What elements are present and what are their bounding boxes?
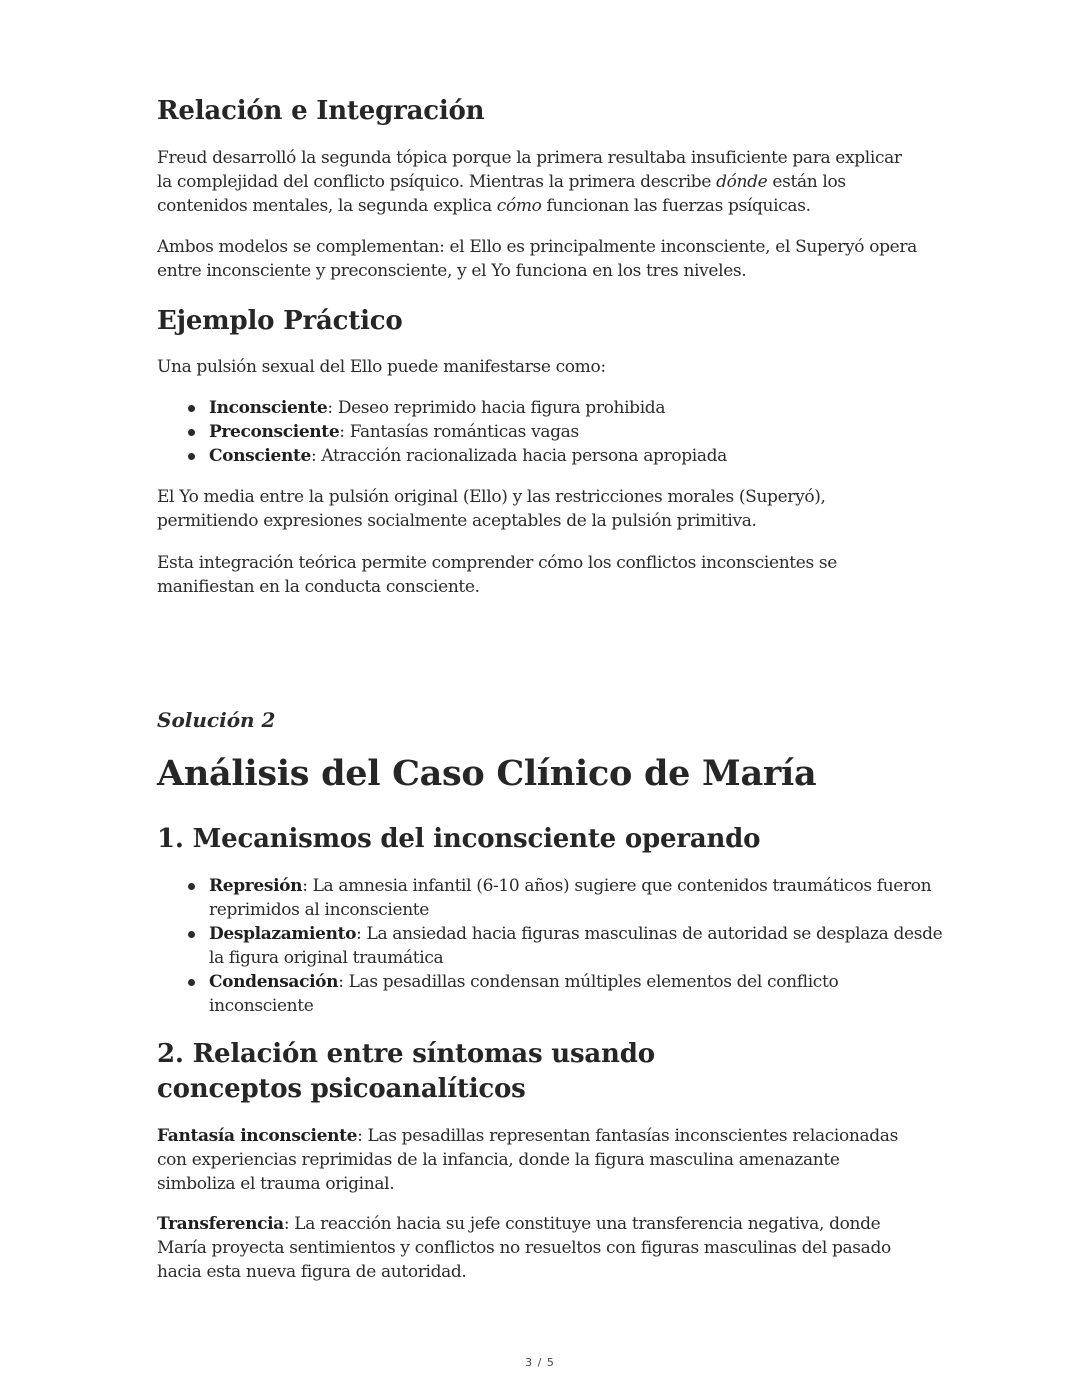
- list-item: Preconsciente: Fantasías románticas vagas: [209, 420, 927, 444]
- section-title-relacion: Relación e Integración: [157, 96, 485, 126]
- section-title-ejemplo: Ejemplo Práctico: [157, 306, 403, 336]
- paragraph-ejemplo-intro: Una pulsión sexual del Ello puede manifestarse como:: [157, 357, 606, 377]
- paragraph-ejemplo-2: Esta integración teórica permite comprender cómo los conflictos inconscientes se manifiestan en la conducta consciente.: [157, 553, 837, 597]
- paragraph-transferencia: Transferencia: La reacción hacia su jefe constituye una transferencia negativa, donde María proyecta sentimientos y conflictos no resueltos con figuras masculinas del pasado hacia esta nueva figura de autoridad.: [157, 1214, 891, 1282]
- paragraph-relacion-2: Ambos modelos se complementan: el Ello es principalmente inconsciente, el Superyó opera entre inconsciente y preconsciente, y el Yo funciona en los tres niveles.: [157, 237, 917, 281]
- paragraph-ejemplo-1: El Yo media entre la pulsión original (Ello) y las restricciones morales (Superyó), permitiendo expresiones socialmente aceptables de la pulsión primitiva.: [157, 487, 826, 531]
- page-number: 3 / 5: [525, 1356, 555, 1369]
- section-title-mecanismos: 1. Mecanismos del inconsciente operando: [157, 824, 761, 854]
- list-item: Desplazamiento: La ansiedad hacia figuras masculinas de autoridad se desplaza desde la figura original traumática: [209, 924, 943, 968]
- list-item: Inconsciente: Deseo reprimido hacia figura prohibida: [209, 396, 927, 420]
- list-item: Consciente: Atracción racionalizada hacia persona apropiada: [209, 444, 927, 468]
- paragraph-fantasia: Fantasía inconsciente: Las pesadillas representan fantasías inconscientes relacionadas con experiencias reprimidas de la infancia, donde la figura masculina amenazante simboliza el trauma original.: [157, 1126, 898, 1194]
- section-title-relacion-sintomas: 2. Relación entre síntomas usando conceptos psicoanalíticos: [157, 1039, 655, 1104]
- list-item: Condensación: Las pesadillas condensan múltiples elementos del conflicto inconsciente: [209, 970, 944, 1018]
- solution-title: Análisis del Caso Clínico de María: [157, 753, 817, 794]
- list-ejemplo: [157, 396, 927, 468]
- solution-kicker: Solución 2: [157, 708, 276, 732]
- list-item: Represión: La amnesia infantil (6-10 años) sugiere que contenidos traumáticos fueron reprimidos al inconsciente: [209, 874, 944, 922]
- paragraph-relacion-1: Freud desarrolló la segunda tópica porque la primera resultaba insuficiente para explicar la complejidad del conflicto psíquico. Mientras la primera describe dónde están los contenidos mentales, la segunda explica cómo funcionan las fuerzas psíquicas.: [157, 148, 902, 216]
- list-mecanismos: [157, 874, 944, 1018]
